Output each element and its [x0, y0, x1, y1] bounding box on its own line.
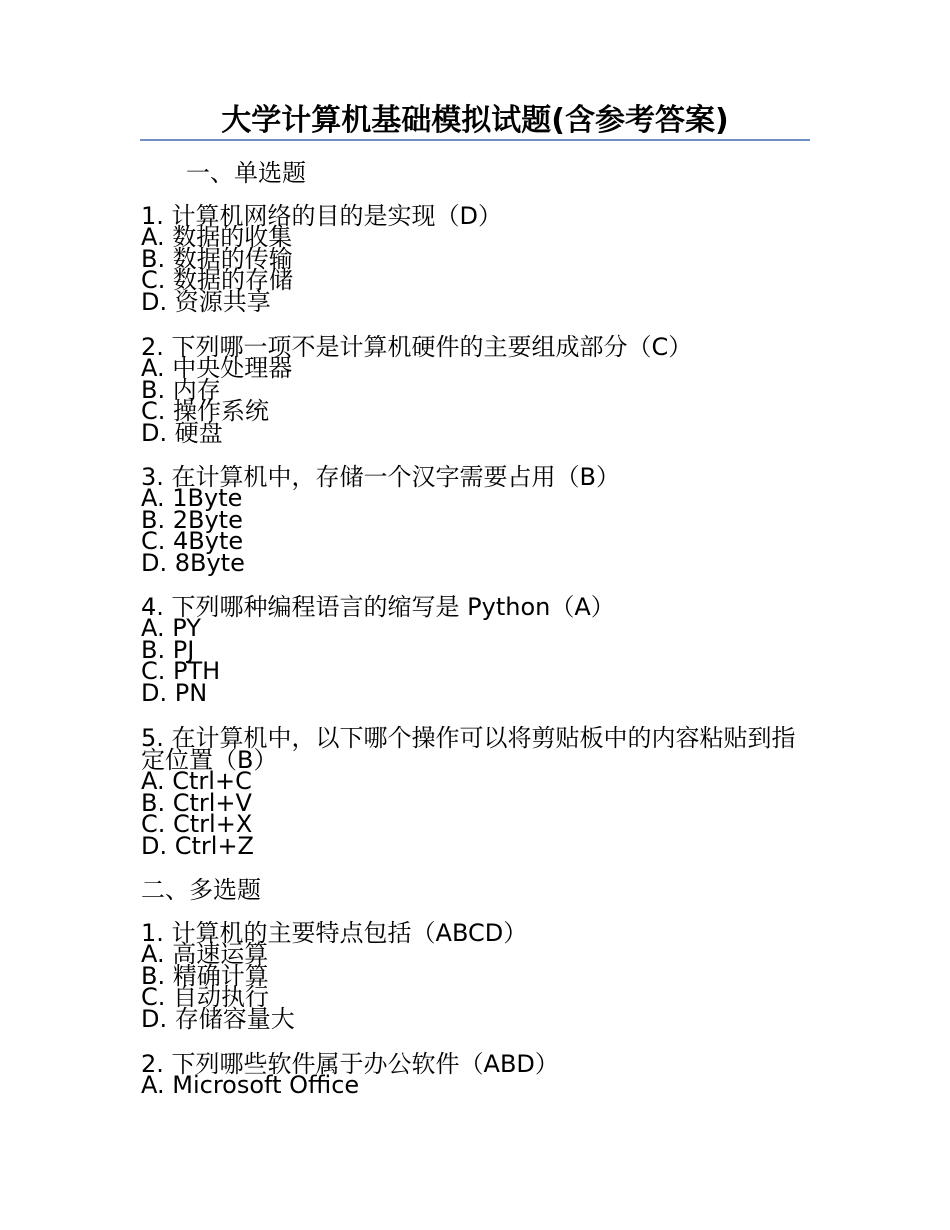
question-stem: 2. 下列哪些软件属于办公软件（ABD）	[141, 1050, 559, 1078]
option-item: C. Ctrl+X	[141, 810, 253, 839]
question-stem: 2. 下列哪一项不是计算机硬件的主要组成部分（C）	[141, 333, 693, 361]
question-item	[141, 202, 801, 317]
option-item: A. 1Byte	[141, 484, 243, 512]
option-item: D. 存储容量大	[141, 1005, 295, 1034]
option-item: B. 2Byte	[141, 505, 243, 534]
option-item: A. 数据的收集	[141, 223, 293, 251]
option-item: D. 硬盘	[141, 419, 223, 448]
title-underline	[140, 139, 810, 141]
option-item: B. 精确计算	[141, 961, 269, 990]
question-item	[141, 919, 801, 1034]
option-item: D. 8Byte	[141, 549, 245, 578]
question-stem: 5. 在计算机中，以下哪个操作可以将剪贴板中的内容粘贴到指定位置（B）	[141, 724, 796, 774]
option-item: A. PY	[141, 614, 201, 642]
section-heading-multiple-choice: 二、多选题	[141, 876, 261, 904]
question-stem: 1. 计算机的主要特点包括（ABCD）	[141, 919, 528, 947]
option-item: D. PN	[141, 679, 208, 708]
question-item	[141, 593, 801, 708]
option-item: B. 数据的传输	[141, 244, 293, 273]
question-stem: 3. 在计算机中，存储一个汉字需要占用（B）	[141, 463, 620, 491]
option-item: A. 高速运算	[141, 940, 269, 968]
option-item: C. 4Byte	[141, 527, 244, 556]
question-item	[141, 463, 801, 578]
section-heading-single-choice: 一、单选题	[186, 159, 306, 187]
question-stem: 1. 计算机网络的目的是实现（D）	[141, 202, 503, 230]
option-item: A. Ctrl+C	[141, 767, 252, 795]
option-item: D. 资源共享	[141, 288, 271, 317]
option-item: B. Ctrl+V	[141, 788, 252, 817]
option-item: D. Ctrl+Z	[141, 832, 254, 861]
option-item: C. 自动执行	[141, 983, 270, 1012]
question-stem: 4. 下列哪种编程语言的缩写是 Python（A）	[141, 593, 615, 621]
question-item	[141, 1050, 801, 1099]
question-item	[141, 724, 801, 861]
option-item: B. 内存	[141, 375, 221, 404]
option-item: B. PJ	[141, 635, 195, 664]
question-item	[141, 333, 801, 448]
document-title: 大学计算机基础模拟试题(含参考答案)	[221, 103, 729, 138]
option-item: C. 操作系统	[141, 397, 270, 426]
option-item: C. 数据的存储	[141, 266, 294, 295]
option-item: C. PTH	[141, 657, 221, 686]
option-item: A. 中央处理器	[141, 354, 293, 382]
option-item: A. Microsoft Office	[141, 1071, 360, 1099]
